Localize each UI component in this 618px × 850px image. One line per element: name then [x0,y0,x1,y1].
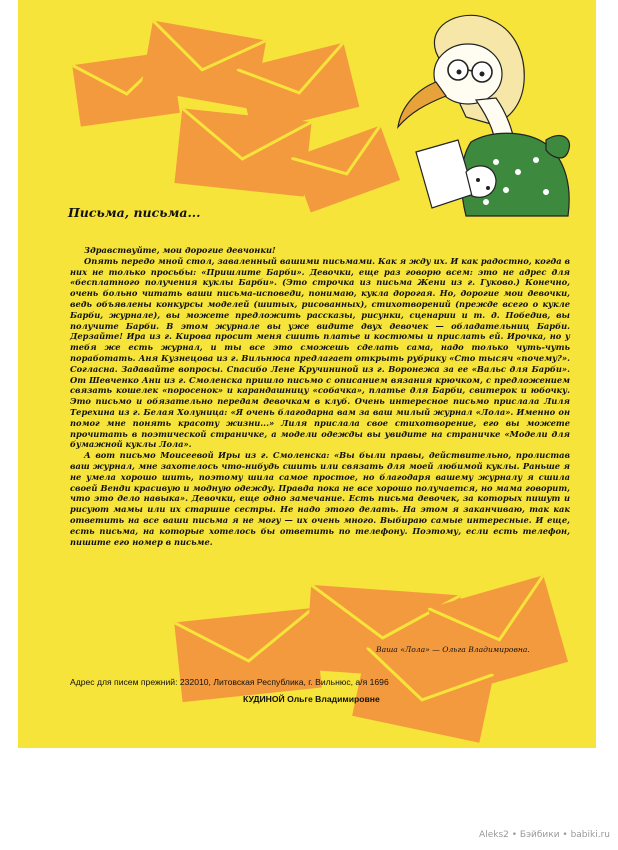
letter-paragraph: Опять передо мной стол, заваленный вашими письмами. Как я жду их. И как радостно, когда в них не только просьбы: «Пришлите Барби». Девочки, еще раз говорю всем: это не адрес для «бесплатного получения куклы Барби». (Это строчка из письма Жени из г. Гуково.) Конечно, очень больно читать ваши письма-исповеди, понимаю, кукла дорогая. Но, дорогие мои девочки, ведь объявлены конкурсы моделей (шитых, рисованных), стихотворений (прежде всего о кукле Барби, журнале), вы можете предложить рассказы, рисунки, сценарии и т. д. Победив, вы получите Барби. В этом журнале вы уже видите двух девочек — обладательниц Барби. Дерзайте! Ира из г. Кирова просит меня сшить платье и костюмы и прислать ей. Ирочка, но у тебя же есть журнал, и ты все это сможешь сделать сама, надо только чуть-чуть поработать. Аня Кузнецова из г. Вильнюса предлагает открыть рубрику «Сто тысяч «почему?». Согласна. Задавайте вопросы. Спасибо Лене Кручининой из г. Воронежа за ее «Вальс для Барби». От Шевченко Ани из г. Смоленска пришло письмо с описанием вязания крючком, с предложением связать кошелек «поросенок» и карандашницу «собачка», платье для Барби, свитерок и юбочку. Это письмо и обязательно передам девочкам в клуб. Очень интересное письмо прислала Лиля Терехина из г. Белая Холуница: «Я очень благодарна вам за ваш милый журнал «Лола». Именно он помог мне понять красоту жизни...» Лиля прислала свое стихотворение, его вы можете прочитать в поэтической страничке, а модели одежды вы увидите на страничке «Модели для бумажной куклы Лола». [70,255,570,450]
greeting: Здравствуйте, мои дорогие девчонки! [84,245,276,255]
envelope-decoration [174,108,311,196]
mailing-address: Адрес для писем прежний: 232010, Литовская Республика, г. Вильнюс, а/я 1696 [70,677,389,687]
magazine-page [18,0,596,748]
signature: Ваша «Лола» — Ольга Владимировна. [376,645,530,654]
page-title: Письма, письма... [68,205,201,220]
goose-character-illustration [396,12,576,217]
letter-paragraph: А вот письмо Моисеевой Иры из г. Смоленска: «Вы были правы, действительно, пролистав ваш журнал, мне захотелось что-нибудь сшить или связать для моей любимой куклы. Раньше я не умела хорошо шить, поэтому шила самое простое, но благодаря вашему журналу я сшила своей Венди красивую и модную одежду. Правда пока не все хорошо получается, но мама говорит, что это дело навыка». Девочки, еще одно замечание. Есть письма девочек, за которых пишут и рисуют мамы или их старшие сестры. Не надо этого делать. На этом я заканчиваю, так как ответить на все ваши письма я не могу — их очень много. Выбираю самые интересные. И еще, есть письма, на которые хотелось бы ответить по телефону. Поэтому, если есть телефон, пишите его номер в письме. [70,450,570,547]
mailing-recipient: КУДИНОЙ Ольге Владимировне [243,694,380,704]
letter-body [70,245,570,547]
envelope-decoration [174,608,322,702]
watermark-footer: Aleks2 • Бэйбики • babiki.ru [479,830,610,840]
